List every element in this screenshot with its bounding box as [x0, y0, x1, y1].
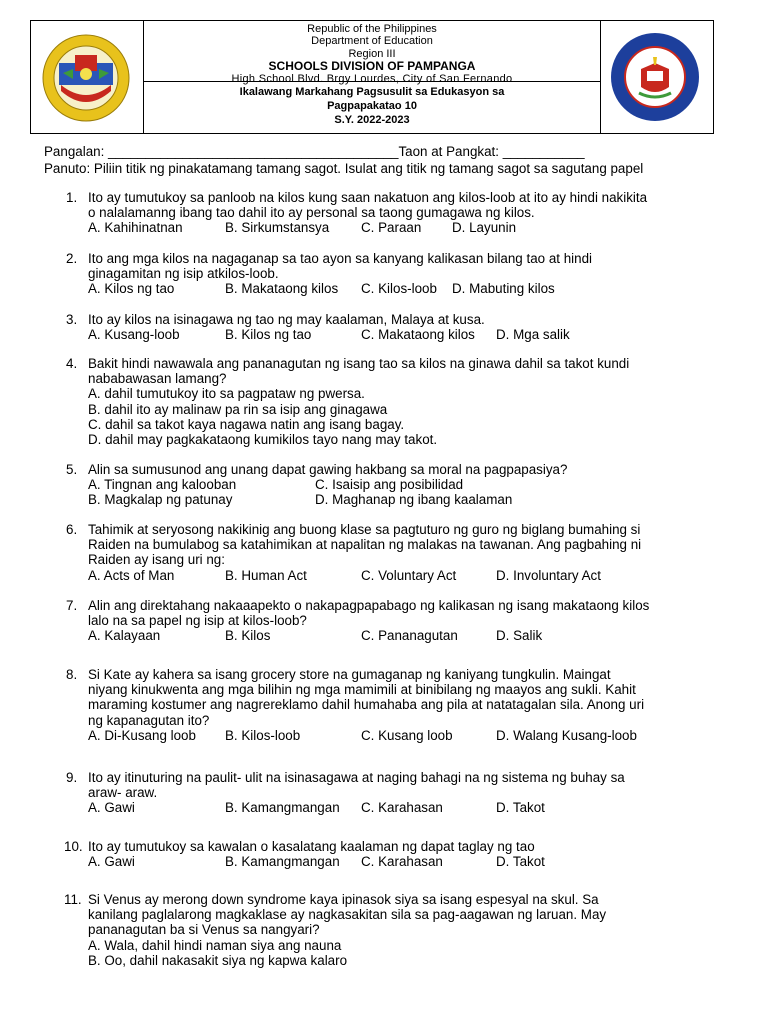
- answer-option: B. Kamangmangan: [225, 800, 340, 816]
- school-header: [30, 20, 714, 134]
- answer-option: C. Kilos-loob: [361, 281, 437, 297]
- question-text-line: pananagutan ba si Venus sa nangyari?: [88, 922, 320, 938]
- department-text: Department of Education: [311, 35, 433, 48]
- question-text-line: maraming kostumer ang nagrereklamo dahil humahaba ang pila at natatagalan sila. Anong uri: [88, 697, 645, 713]
- answer-option: A. Acts of Man: [88, 567, 175, 583]
- question-number: 1.: [66, 190, 78, 205]
- question-number: 11.: [64, 892, 82, 907]
- deped-logo-cell: [31, 21, 144, 133]
- question-text-line: ginagamitan ng isip atkilos-loob.: [88, 266, 279, 282]
- school-logo-cell: [600, 21, 713, 133]
- answer-option: C. Voluntary Act: [361, 567, 457, 583]
- division-text: SCHOOLS DIVISION OF PAMPANGA: [268, 59, 476, 74]
- question-number: 5.: [66, 462, 78, 477]
- question-number: 8.: [66, 667, 78, 682]
- school-seal-icon: [609, 31, 701, 123]
- deped-seal-icon: [41, 33, 131, 123]
- question-text-line: Raiden ay isang uri ng:: [88, 552, 225, 568]
- answer-option: D. Takot: [496, 854, 545, 870]
- question-text-line: araw- araw.: [88, 785, 158, 801]
- name-field-line: Pangalan: _______________________________________Taon at Pangkat: ___________: [44, 144, 585, 159]
- question-text-line: Ito ay tumutukoy sa panloob na kilos kung saan nakatuon ang kilos-loob at ito ay hindi nakikita: [88, 190, 648, 205]
- header-exam-block: [143, 82, 601, 127]
- answer-option: C. Pananagutan: [361, 628, 458, 644]
- answer-option: A. Kalayaan: [88, 628, 161, 644]
- question-text-line: Alin sa sumusunod ang unang dapat gawing hakbang sa moral na pagpapasiya?: [88, 462, 568, 477]
- answer-option: C. Karahasan: [361, 800, 443, 816]
- question-number: 7.: [66, 598, 78, 613]
- answer-option: B. Makataong kilos: [225, 281, 339, 297]
- answer-option: C. Karahasan: [361, 854, 443, 870]
- answer-option: C. Paraan: [361, 220, 422, 236]
- answer-option: C. Isaisip ang posibilidad: [315, 477, 464, 493]
- answer-option: C. Kusang loob: [361, 727, 453, 743]
- answer-option: B. Oo, dahil nakasakit siya ng kapwa kalaro: [88, 952, 348, 968]
- answer-option: C. dahil sa takot kaya nagawa natin ang isang bagay.: [88, 416, 405, 432]
- answer-option: B. Magkalap ng patunay: [88, 492, 233, 508]
- question-text-line: Alin ang direktahang nakaaapekto o nakapagpapabago ng kalikasan ng isang makataong kilos: [88, 598, 650, 613]
- header-center: [143, 21, 601, 133]
- answer-option: B. Kilos-loob: [225, 727, 301, 743]
- answer-option: A. Tingnan ang kalooban: [88, 477, 237, 493]
- answer-option: D. dahil may pagkakataong kumikilos tayo nang may takot.: [88, 432, 438, 447]
- question-text-line: Ito ay tumutukoy sa kawalan o kasalatang kaalaman ng dapat taglay ng tao: [88, 839, 535, 854]
- answer-option: A. Kilos ng tao: [88, 281, 175, 297]
- answer-option: D. Mga salik: [496, 327, 570, 343]
- answer-option: B. Kilos ng tao: [225, 327, 312, 343]
- exam-title-line1: Ikalawang Markahang Pagsusulit sa Edukasyon sa: [239, 86, 505, 98]
- question-text-line: Si Kate ay kahera sa isang grocery store na gumaganap ng kaniyang tungkulin. Maingat: [88, 667, 611, 682]
- question-text-line: niyang kinukwenta ang mga bilihin ng mga mamimili at binibilang ng maayos ang sukli. Kahit: [88, 682, 636, 698]
- answer-option: B. Human Act: [225, 567, 307, 583]
- question-text-line: Ito ay kilos na isinagawa ng tao ng may kaalaman, Malaya at kusa.: [88, 312, 485, 327]
- school-year: S.Y. 2022-2023: [334, 114, 410, 126]
- question-text-line: nababawasan lamang?: [88, 371, 227, 387]
- address-text: High School Blvd. Brgy Lourdes, City of San Fernando: [231, 72, 513, 85]
- question-number: 9.: [66, 770, 78, 785]
- answer-option: B. Sirkumstansya: [225, 220, 330, 236]
- answer-option: C. Makataong kilos: [361, 327, 475, 343]
- answer-option: D. Maghanap ng ibang kaalaman: [315, 492, 513, 508]
- question-text-line: Raiden na bumulabog sa katahimikan at napalitan ng malakas na tawanan. Ang pagbahing ni: [88, 537, 642, 553]
- question-text-line: Bakit hindi nawawala ang pananagutan ng isang tao sa kilos na ginawa dahil sa takot kundi: [88, 356, 630, 371]
- question-text-line: kanilang paglalarong magkaklase ay nagkasakitan sila sa pag-aagawan ng laruan. May: [88, 907, 607, 923]
- answer-option: A. Gawi: [88, 854, 135, 870]
- answer-option: A. Gawi: [88, 800, 135, 816]
- republic-text: Republic of the Philippines: [307, 23, 437, 35]
- answer-option: A. Di-Kusang loob: [88, 727, 196, 743]
- question-text-line: Ito ay itinuturing na paulit- ulit na isinasagawa at naging bahagi na ng sistema ng buhay sa: [88, 770, 625, 785]
- question-number: 6.: [66, 522, 78, 537]
- answer-option: D. Involuntary Act: [496, 567, 601, 583]
- question-text-line: o nalalamanng ibang tao dahil ito ay personal sa taong gumagawa ng kilos.: [88, 205, 535, 221]
- answer-option: A. dahil tumutukoy ito sa pagpataw ng pwersa.: [88, 386, 365, 402]
- question-text-line: Tahimik at seryosong nakikinig ang buong klase sa pagtuturo ng guro ng biglang bumahing si: [88, 522, 641, 537]
- question-text-line: lalo na sa papel ng isip at kilos-loob?: [88, 613, 307, 629]
- question-text-line: Ito ang mga kilos na nagaganap sa tao ayon sa kanyang kalikasan bilang tao at hindi: [88, 251, 592, 266]
- question-number: 2.: [66, 251, 78, 266]
- answer-option: B. Kamangmangan: [225, 854, 340, 870]
- answer-option: A. Kusang-loob: [88, 327, 180, 343]
- instructions: Panuto: Piliin titik ng pinakatamang tamang sagot. Isulat ang titik ng tamang sagot sa sagutang papel: [44, 161, 644, 176]
- exam-title-line2: Pagpapakatao 10: [327, 100, 417, 112]
- answer-option: D. Takot: [496, 800, 545, 816]
- answer-option: D. Salik: [496, 628, 543, 644]
- region-text: Region III: [348, 47, 396, 60]
- question-number: 10.: [64, 839, 83, 854]
- answer-option: A. Kahihinatnan: [88, 220, 183, 236]
- question-text-line: ng kapanagutan ito?: [88, 712, 210, 728]
- question-number: 3.: [66, 312, 78, 327]
- question-number: 4.: [66, 356, 78, 371]
- answer-option: A. Wala, dahil hindi naman siya ang nauna: [88, 937, 342, 953]
- answer-option: B. dahil ito ay malinaw pa rin sa isip ang ginagawa: [88, 401, 388, 417]
- answer-option: D. Mabuting kilos: [452, 281, 555, 297]
- header-agency-block: [143, 21, 601, 85]
- answer-option: D. Walang Kusang-loob: [496, 727, 637, 743]
- answer-option: B. Kilos: [225, 628, 271, 644]
- question-text-line: Si Venus ay merong down syndrome kaya ipinasok siya sa isang espesyal na skul. Sa: [88, 892, 599, 907]
- answer-option: D. Layunin: [452, 220, 517, 236]
